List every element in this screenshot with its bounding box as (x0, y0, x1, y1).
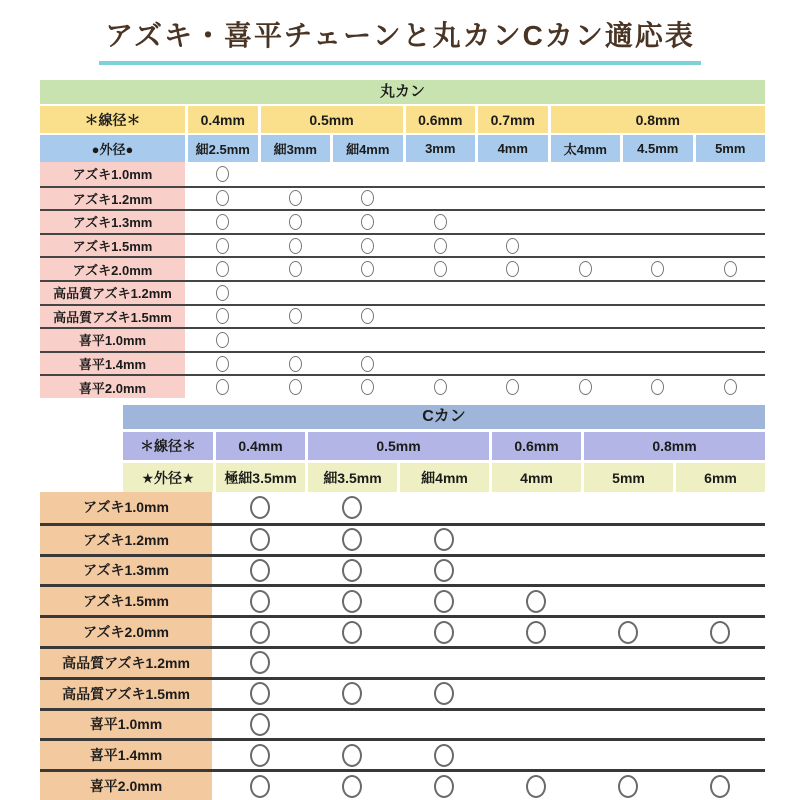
compat-cell (676, 772, 765, 800)
compat-cell (478, 329, 548, 351)
compat-cell (261, 306, 331, 328)
compat-circle-icon (710, 775, 730, 798)
chain-row-label: アズキ1.2mm (40, 188, 185, 210)
outer-diameter-cell: 6mm (676, 463, 765, 492)
outer-diameter-cell: 5mm (584, 463, 673, 492)
compat-circle-icon (361, 214, 374, 230)
compat-cell (696, 188, 766, 210)
compat-cell (623, 329, 693, 351)
compat-cell (399, 526, 488, 554)
compat-cell (696, 211, 766, 233)
chain-row-label: 喜平1.4mm (40, 353, 185, 375)
compat-cell (676, 526, 765, 554)
compat-cell (307, 772, 396, 800)
compat-cell (676, 741, 765, 769)
compat-cell (623, 188, 693, 210)
compat-cell (491, 526, 580, 554)
compat-circle-icon (434, 744, 454, 767)
compat-circle-icon (216, 261, 229, 277)
compat-circle-icon (506, 261, 519, 277)
compat-cell (696, 282, 766, 304)
compat-circle-icon (361, 379, 374, 395)
compat-cell (399, 649, 488, 677)
compat-circle-icon (216, 285, 229, 301)
c-wire-diameter-row (123, 432, 765, 460)
compat-cell (215, 526, 304, 554)
compat-cell (215, 741, 304, 769)
compat-cell (584, 492, 673, 523)
compat-cell (215, 618, 304, 646)
compat-cell (584, 526, 673, 554)
compat-cell (307, 741, 396, 769)
compat-circle-icon (289, 356, 302, 372)
outer-diameter-cell: 細3.5mm (308, 463, 397, 492)
compat-circle-icon (724, 261, 737, 277)
compat-circle-icon (434, 775, 454, 798)
compat-cell (584, 557, 673, 585)
compat-cell (478, 282, 548, 304)
compat-cell (491, 680, 580, 708)
compat-circle-icon (526, 621, 546, 644)
compat-cell (399, 618, 488, 646)
compat-cell (215, 587, 304, 615)
compat-cell (676, 680, 765, 708)
wire-diameter-cell: 0.8mm (551, 106, 766, 133)
compat-cell (333, 376, 403, 398)
c-outer-diameter-row (123, 463, 765, 492)
compat-cell (406, 258, 476, 280)
wire-diameter-header-label: ＊線径＊ (123, 432, 213, 460)
compat-circle-icon (506, 379, 519, 395)
compat-cell (696, 376, 766, 398)
compat-cell (676, 711, 765, 739)
compat-circle-icon (434, 528, 454, 551)
compat-cell (333, 188, 403, 210)
compat-circle-icon (579, 261, 592, 277)
compat-cell (478, 306, 548, 328)
compat-cell (623, 376, 693, 398)
compat-cell (406, 211, 476, 233)
compat-cell (188, 258, 258, 280)
compat-circle-icon (216, 308, 229, 324)
compat-circle-icon (579, 379, 592, 395)
compat-cell (676, 618, 765, 646)
compat-cell (696, 162, 766, 186)
compat-cell (406, 235, 476, 257)
compat-circle-icon (342, 775, 362, 798)
compat-cell (261, 353, 331, 375)
chain-row (40, 327, 765, 351)
compat-cell (551, 306, 621, 328)
compat-cell (676, 492, 765, 523)
compat-cell (399, 492, 488, 523)
compat-circle-icon (250, 682, 270, 705)
compat-cell (478, 235, 548, 257)
chain-row (40, 209, 765, 233)
compat-cell (551, 282, 621, 304)
compat-cell (406, 162, 476, 186)
compat-cell (623, 306, 693, 328)
compat-circle-icon (216, 379, 229, 395)
compat-cell (491, 772, 580, 800)
compat-circle-icon (342, 682, 362, 705)
compat-cell (215, 711, 304, 739)
chain-row-label: アズキ1.3mm (40, 557, 212, 585)
compat-cell (406, 188, 476, 210)
compat-cell (307, 587, 396, 615)
compat-circle-icon (216, 190, 229, 206)
compat-cell (215, 680, 304, 708)
compat-cell (333, 211, 403, 233)
compat-cell (188, 211, 258, 233)
compat-circle-icon (250, 528, 270, 551)
maru-outer-diameter-row (40, 135, 765, 162)
compat-cell (307, 649, 396, 677)
chain-row-label: 喜平1.4mm (40, 741, 212, 769)
compat-cell (399, 772, 488, 800)
compat-cell (399, 680, 488, 708)
compat-cell (584, 618, 673, 646)
chain-row-label: 喜平1.0mm (40, 711, 212, 739)
compat-cell (623, 282, 693, 304)
compat-cell (307, 557, 396, 585)
compat-cell (215, 557, 304, 585)
compat-circle-icon (250, 651, 270, 674)
compat-cell (333, 282, 403, 304)
page-header (0, 14, 800, 65)
compat-cell (261, 282, 331, 304)
maru-kan-table (40, 80, 765, 398)
compat-cell (696, 235, 766, 257)
outer-diameter-cell: 極細3.5mm (216, 463, 305, 492)
compat-circle-icon (434, 682, 454, 705)
chain-row (40, 646, 765, 677)
compat-cell (261, 188, 331, 210)
compat-cell (584, 711, 673, 739)
compat-circle-icon (216, 238, 229, 254)
compat-cell (584, 649, 673, 677)
compat-cell (307, 526, 396, 554)
c-kan-table-header (123, 405, 765, 492)
compat-cell (551, 353, 621, 375)
compat-cell (623, 211, 693, 233)
compat-circle-icon (216, 166, 229, 182)
outer-diameter-header-label: ●外径● (40, 135, 185, 162)
compat-cell (623, 162, 693, 186)
compat-cell (676, 557, 765, 585)
compat-circle-icon (216, 332, 229, 348)
compat-cell (478, 353, 548, 375)
chain-row-label: アズキ1.5mm (40, 235, 185, 257)
compat-cell (551, 258, 621, 280)
compat-cell (261, 258, 331, 280)
page-title: アズキ・喜平チェーンと丸カンCカン適応表 (99, 14, 701, 65)
c-kan-table (40, 405, 765, 800)
compat-cell (696, 353, 766, 375)
compat-cell (491, 492, 580, 523)
compat-cell (676, 587, 765, 615)
chain-row-label: 喜平1.0mm (40, 329, 185, 351)
compat-circle-icon (342, 559, 362, 582)
outer-diameter-cell: 5mm (696, 135, 766, 162)
chain-row-label: 高品質アズキ1.2mm (40, 649, 212, 677)
compat-cell (551, 162, 621, 186)
chain-row (40, 374, 765, 398)
compat-circle-icon (289, 238, 302, 254)
compat-circle-icon (250, 775, 270, 798)
compat-circle-icon (342, 496, 362, 519)
wire-diameter-cell: 0.4mm (188, 106, 258, 133)
compat-cell (696, 329, 766, 351)
compat-circle-icon (250, 559, 270, 582)
outer-diameter-cell: 太4mm (551, 135, 621, 162)
compat-cell (188, 329, 258, 351)
chain-row-label: 高品質アズキ1.2mm (40, 282, 185, 304)
compat-cell (261, 211, 331, 233)
compat-cell (491, 649, 580, 677)
outer-diameter-cell: 細2.5mm (188, 135, 258, 162)
compat-cell (478, 211, 548, 233)
chain-row (40, 584, 765, 615)
compat-cell (399, 557, 488, 585)
compat-circle-icon (434, 590, 454, 613)
compat-cell (399, 711, 488, 739)
compat-cell (215, 649, 304, 677)
compat-circle-icon (289, 379, 302, 395)
wire-diameter-cell: 0.8mm (584, 432, 765, 460)
chain-row (40, 304, 765, 328)
outer-diameter-cell: 細4mm (333, 135, 403, 162)
compat-circle-icon (289, 214, 302, 230)
compat-circle-icon (289, 261, 302, 277)
compat-circle-icon (618, 621, 638, 644)
chain-row (40, 492, 765, 523)
compat-circle-icon (342, 590, 362, 613)
compat-cell (584, 680, 673, 708)
compat-circle-icon (361, 261, 374, 277)
compat-cell (491, 741, 580, 769)
wire-diameter-header-label: ＊線径＊ (40, 106, 185, 133)
compat-circle-icon (506, 238, 519, 254)
compat-cell (696, 258, 766, 280)
compat-cell (333, 258, 403, 280)
compat-cell (215, 772, 304, 800)
compat-cell (551, 188, 621, 210)
compat-cell (399, 587, 488, 615)
compat-circle-icon (342, 528, 362, 551)
chain-row (40, 280, 765, 304)
compat-cell (333, 306, 403, 328)
compat-cell (333, 329, 403, 351)
compat-circle-icon (216, 214, 229, 230)
compat-circle-icon (710, 621, 730, 644)
compat-circle-icon (526, 590, 546, 613)
compat-cell (551, 329, 621, 351)
compat-circle-icon (724, 379, 737, 395)
compat-circle-icon (434, 238, 447, 254)
compat-cell (188, 235, 258, 257)
compat-circle-icon (434, 214, 447, 230)
compat-cell (491, 711, 580, 739)
compat-circle-icon (289, 190, 302, 206)
compat-cell (261, 235, 331, 257)
compat-cell (188, 162, 258, 186)
outer-diameter-header-label: ★外径★ (123, 463, 213, 492)
compat-circle-icon (434, 621, 454, 644)
maru-kan-table-title: 丸カン (40, 80, 765, 104)
compat-cell (478, 258, 548, 280)
compat-circle-icon (651, 261, 664, 277)
chain-row-label: 高品質アズキ1.5mm (40, 306, 185, 328)
compat-cell (261, 376, 331, 398)
compat-cell (307, 680, 396, 708)
maru-table-body (40, 162, 765, 398)
compat-cell (188, 353, 258, 375)
compat-cell (333, 353, 403, 375)
compat-cell (188, 282, 258, 304)
compat-cell (406, 376, 476, 398)
compat-cell (478, 376, 548, 398)
chain-row (40, 738, 765, 769)
chain-row-label: アズキ1.0mm (40, 162, 185, 186)
compat-cell (406, 282, 476, 304)
chain-row (40, 677, 765, 708)
compat-cell (551, 211, 621, 233)
chain-row-label: アズキ2.0mm (40, 618, 212, 646)
compat-cell (307, 618, 396, 646)
compat-cell (188, 376, 258, 398)
c-kan-table-title: Cカン (123, 405, 765, 429)
compat-cell (333, 162, 403, 186)
compat-cell (584, 772, 673, 800)
chain-row (40, 186, 765, 210)
compat-circle-icon (618, 775, 638, 798)
outer-diameter-cell: 4.5mm (623, 135, 693, 162)
outer-diameter-cell: 4mm (478, 135, 548, 162)
compat-circle-icon (342, 621, 362, 644)
chain-row-label: アズキ2.0mm (40, 258, 185, 280)
compat-circle-icon (361, 308, 374, 324)
compat-cell (696, 306, 766, 328)
compat-circle-icon (361, 356, 374, 372)
c-table-body (40, 492, 765, 800)
chain-row-label: 高品質アズキ1.5mm (40, 680, 212, 708)
compat-cell (584, 587, 673, 615)
chain-row-label: 喜平2.0mm (40, 376, 185, 398)
compat-cell (551, 235, 621, 257)
compat-cell (623, 235, 693, 257)
outer-diameter-cell: 4mm (492, 463, 581, 492)
chain-row (40, 554, 765, 585)
chain-row (40, 615, 765, 646)
chain-row-label: アズキ1.5mm (40, 587, 212, 615)
compat-cell (478, 162, 548, 186)
compat-cell (406, 329, 476, 351)
wire-diameter-cell: 0.4mm (216, 432, 305, 460)
compat-circle-icon (250, 621, 270, 644)
compat-circle-icon (434, 261, 447, 277)
chain-row-label: アズキ1.3mm (40, 211, 185, 233)
wire-diameter-cell: 0.7mm (478, 106, 548, 133)
compat-cell (676, 649, 765, 677)
compat-circle-icon (250, 744, 270, 767)
compat-cell (491, 587, 580, 615)
compat-cell (406, 306, 476, 328)
chain-row (40, 162, 765, 186)
compat-cell (261, 329, 331, 351)
outer-diameter-cell: 細4mm (400, 463, 489, 492)
maru-wire-diameter-row (40, 106, 765, 133)
chain-row (40, 351, 765, 375)
compat-cell (307, 711, 396, 739)
chain-row (40, 769, 765, 800)
chain-row-label: アズキ1.2mm (40, 526, 212, 554)
outer-diameter-cell: 細3mm (261, 135, 331, 162)
compat-cell (491, 557, 580, 585)
chain-row (40, 708, 765, 739)
compat-cell (307, 492, 396, 523)
compat-cell (551, 376, 621, 398)
compat-cell (478, 188, 548, 210)
compat-circle-icon (250, 713, 270, 736)
compat-circle-icon (361, 190, 374, 206)
compat-cell (399, 741, 488, 769)
compat-circle-icon (361, 238, 374, 254)
compat-cell (333, 235, 403, 257)
compat-circle-icon (216, 356, 229, 372)
wire-diameter-cell: 0.5mm (261, 106, 403, 133)
wire-diameter-cell: 0.5mm (308, 432, 489, 460)
compat-cell (491, 618, 580, 646)
compat-circle-icon (651, 379, 664, 395)
wire-diameter-cell: 0.6mm (406, 106, 476, 133)
compat-cell (188, 306, 258, 328)
compat-circle-icon (342, 744, 362, 767)
compat-circle-icon (289, 308, 302, 324)
chain-row (40, 233, 765, 257)
wire-diameter-cell: 0.6mm (492, 432, 581, 460)
compat-cell (623, 353, 693, 375)
compat-cell (584, 741, 673, 769)
compat-cell (188, 188, 258, 210)
compat-circle-icon (434, 559, 454, 582)
compat-circle-icon (250, 496, 270, 519)
compat-circle-icon (526, 775, 546, 798)
compat-cell (215, 492, 304, 523)
chain-row (40, 523, 765, 554)
outer-diameter-cell: 3mm (406, 135, 476, 162)
chain-row (40, 256, 765, 280)
compat-cell (261, 162, 331, 186)
chain-row-label: 喜平2.0mm (40, 772, 212, 800)
compat-cell (406, 353, 476, 375)
compat-circle-icon (434, 379, 447, 395)
compat-cell (623, 258, 693, 280)
chain-row-label: アズキ1.0mm (40, 492, 212, 523)
compat-circle-icon (250, 590, 270, 613)
